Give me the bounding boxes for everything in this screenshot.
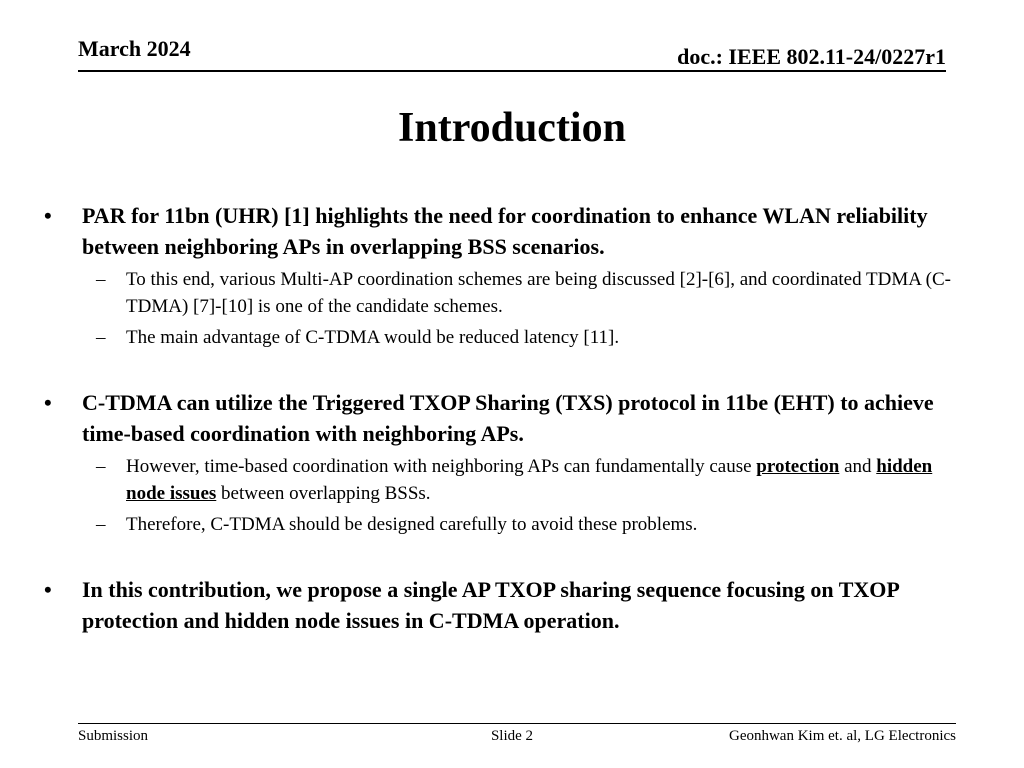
bullet-marker: • — [44, 390, 52, 415]
hidden-node-term: hidden node issues — [126, 456, 933, 504]
bullet-1-text: PAR for 11bn (UHR) [1] highlights the need for coordination to enhance WLAN reliability between neighboring APs in overlapping BSS scenarios. — [82, 203, 928, 259]
bullet-2-sub-1-pre: However, time-based coordination with neighboring APs can fundamentally cause — [126, 456, 757, 477]
bullet-marker: • — [44, 203, 52, 228]
bullet-1-sub-2 — [44, 324, 976, 351]
footer-rule — [78, 723, 956, 724]
header-date: March 2024 — [78, 36, 191, 61]
protection-term: protection — [756, 456, 840, 477]
dash-marker: – — [96, 456, 106, 477]
header-rule — [78, 70, 946, 72]
bullet-1-sub-1-text: To this end, various Multi-AP coordination schemes are being discussed [2]-[6], and coordinated TDMA (C-TDMA) [7]-[10] is one of the candidate schemes. — [126, 269, 951, 317]
dash-marker: – — [96, 269, 106, 290]
bullet-1-sub-2-text: The main advantage of C-TDMA would be reduced latency [11]. — [126, 327, 620, 348]
bullet-2-sub-1-mid: and — [839, 456, 877, 477]
footer-submission: Submission — [78, 728, 149, 744]
bullet-2 — [44, 387, 976, 449]
dash-marker: – — [96, 514, 106, 535]
bullet-marker: • — [44, 577, 52, 602]
bullet-3 — [44, 574, 976, 636]
bullet-2-text: C-TDMA can utilize the Triggered TXOP Sharing (TXS) protocol in 11be (EHT) to achieve time-based coordination with neighboring APs. — [82, 390, 934, 446]
header-doc-id: doc.: IEEE 802.11-24/0227r1 — [677, 44, 946, 69]
bullet-2-sub-1-post: between overlapping BSSs. — [216, 483, 431, 504]
footer-slide-number: Slide 2 — [490, 728, 534, 744]
footer-author: Geonhwan Kim et. al, LG Electronics — [728, 728, 956, 744]
dash-marker: – — [96, 327, 106, 348]
bullet-1 — [44, 200, 976, 262]
bullet-2-sub-2 — [44, 511, 976, 538]
bullet-2-sub-1 — [44, 453, 976, 507]
bullet-1-sub-1 — [44, 266, 976, 320]
slide-title: Introduction — [398, 105, 626, 151]
bullet-3-text: In this contribution, we propose a single AP TXOP sharing sequence focusing on TXOP protection and hidden node issues in C-TDMA operation. — [82, 577, 899, 633]
slide-content — [44, 200, 976, 636]
bullet-2-sub-2-text: Therefore, C-TDMA should be designed carefully to avoid these problems. — [126, 514, 698, 535]
